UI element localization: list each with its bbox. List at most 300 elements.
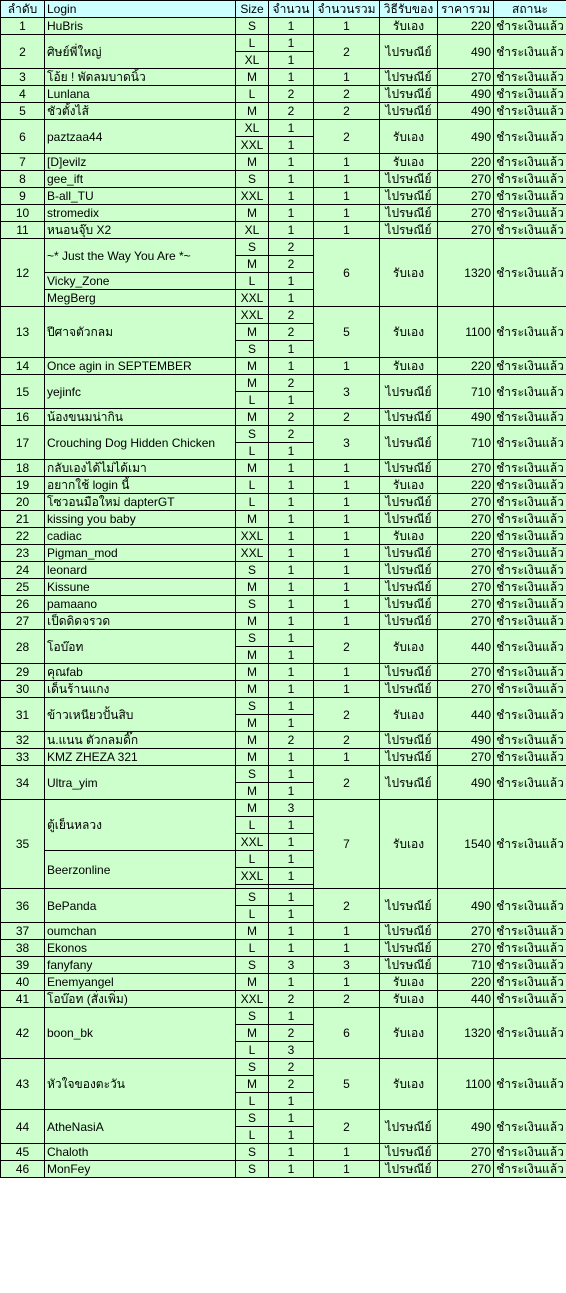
login-name: ข้าวเหนียวปั้นสิบ: [45, 698, 236, 732]
order-number: 9: [1, 188, 45, 205]
order-number: 33: [1, 749, 45, 766]
table-row: [1, 562, 566, 579]
size-cell: S: [236, 1161, 269, 1178]
price-total-cell: 490: [438, 409, 494, 426]
size-cell: S: [236, 562, 269, 579]
qty-cell: 1: [269, 630, 314, 647]
table-row: [1, 528, 566, 545]
size-cell: S: [236, 18, 269, 35]
price-total-cell: 270: [438, 940, 494, 957]
price-total-cell: 1320: [438, 239, 494, 307]
payment-status-cell: ชำระเงินแล้ว: [494, 974, 566, 991]
login-name: โอ้ย ! พัดลมบาดนิ้ว: [45, 69, 236, 86]
login-name: เด็นร้านแกง: [45, 681, 236, 698]
total-qty-cell: 5: [314, 307, 380, 358]
login-name: Ultra_yim: [45, 766, 236, 800]
price-total-cell: 490: [438, 889, 494, 923]
price-total-cell: 1100: [438, 307, 494, 358]
price-total-cell: 220: [438, 477, 494, 494]
order-number: 37: [1, 923, 45, 940]
payment-status-cell: ชำระเงินแล้ว: [494, 800, 566, 889]
payment-status-cell: ชำระเงินแล้ว: [494, 188, 566, 205]
delivery-method-cell: ไปรษณีย์: [380, 1144, 438, 1161]
table-row: [1, 477, 566, 494]
payment-status-cell: ชำระเงินแล้ว: [494, 528, 566, 545]
size-cell: M: [236, 1025, 269, 1042]
total-qty-cell: 1: [314, 171, 380, 188]
order-number: 38: [1, 940, 45, 957]
payment-status-cell: ชำระเงินแล้ว: [494, 579, 566, 596]
header-size: Size: [236, 1, 269, 18]
payment-status-cell: ชำระเงินแล้ว: [494, 889, 566, 923]
qty-cell: 3: [269, 800, 314, 817]
order-number: 13: [1, 307, 45, 358]
order-number: 45: [1, 1144, 45, 1161]
login-name: leonard: [45, 562, 236, 579]
table-row: [1, 1110, 566, 1127]
size-cell: XXL: [236, 991, 269, 1008]
size-cell: M: [236, 511, 269, 528]
order-number: 24: [1, 562, 45, 579]
price-total-cell: 440: [438, 991, 494, 1008]
size-cell: L: [236, 273, 269, 290]
size-cell: L: [236, 851, 269, 868]
price-total-cell: 490: [438, 103, 494, 120]
qty-cell: 1: [269, 834, 314, 851]
total-qty-cell: 1: [314, 923, 380, 940]
delivery-method-cell: ไปรษณีย์: [380, 1110, 438, 1144]
qty-cell: 1: [269, 613, 314, 630]
header-qty: จำนวน: [269, 1, 314, 18]
login-name: โซวอนมือใหม่ dapterGT: [45, 494, 236, 511]
size-cell: S: [236, 1144, 269, 1161]
price-total-cell: 220: [438, 154, 494, 171]
table-row: [1, 426, 566, 443]
price-total-cell: 270: [438, 171, 494, 188]
table-row: [1, 188, 566, 205]
size-cell: M: [236, 749, 269, 766]
payment-status-cell: ชำระเงินแล้ว: [494, 18, 566, 35]
qty-cell: 1: [269, 358, 314, 375]
qty-cell: 1: [269, 273, 314, 290]
delivery-method-cell: ไปรษณีย์: [380, 579, 438, 596]
qty-cell: 1: [269, 647, 314, 664]
login-name: stromedix: [45, 205, 236, 222]
price-total-cell: 270: [438, 613, 494, 630]
total-qty-cell: 2: [314, 889, 380, 923]
qty-cell: 1: [269, 443, 314, 460]
size-cell: M: [236, 732, 269, 749]
payment-status-cell: ชำระเงินแล้ว: [494, 239, 566, 307]
qty-cell: 1: [269, 1110, 314, 1127]
delivery-method-cell: รับเอง: [380, 239, 438, 307]
table-row: [1, 18, 566, 35]
login-name: Kissune: [45, 579, 236, 596]
delivery-method-cell: ไปรษณีย์: [380, 35, 438, 69]
total-qty-cell: 1: [314, 460, 380, 477]
total-qty-cell: 2: [314, 103, 380, 120]
login-name: Ekonos: [45, 940, 236, 957]
order-number: 8: [1, 171, 45, 188]
size-cell: XXL: [236, 290, 269, 307]
order-number: 18: [1, 460, 45, 477]
size-cell: S: [236, 171, 269, 188]
login-name: fanyfany: [45, 957, 236, 974]
delivery-method-cell: ไปรษณีย์: [380, 732, 438, 749]
price-total-cell: 270: [438, 188, 494, 205]
size-cell: M: [236, 664, 269, 681]
total-qty-cell: 2: [314, 732, 380, 749]
payment-status-cell: ชำระเงินแล้ว: [494, 69, 566, 86]
order-number: 42: [1, 1008, 45, 1059]
delivery-method-cell: ไปรษณีย์: [380, 171, 438, 188]
table-row: [1, 511, 566, 528]
total-qty-cell: 7: [314, 800, 380, 889]
payment-status-cell: ชำระเงินแล้ว: [494, 1110, 566, 1144]
total-qty-cell: 6: [314, 1008, 380, 1059]
qty-cell: 1: [269, 494, 314, 511]
qty-cell: 1: [269, 749, 314, 766]
size-cell: M: [236, 681, 269, 698]
order-number: 20: [1, 494, 45, 511]
qty-cell: 1: [269, 1093, 314, 1110]
header-method: วิธีรับของ: [380, 1, 438, 18]
total-qty-cell: 1: [314, 664, 380, 681]
total-qty-cell: 1: [314, 562, 380, 579]
table-row: [1, 239, 566, 256]
delivery-method-cell: รับเอง: [380, 18, 438, 35]
order-number: 28: [1, 630, 45, 664]
payment-status-cell: ชำระเงินแล้ว: [494, 511, 566, 528]
qty-cell: 1: [269, 341, 314, 358]
size-cell: M: [236, 409, 269, 426]
price-total-cell: 270: [438, 69, 494, 86]
price-total-cell: 270: [438, 749, 494, 766]
login-name: หนอนจุ๊บ X2: [45, 222, 236, 239]
size-cell: M: [236, 1076, 269, 1093]
delivery-method-cell: รับเอง: [380, 1008, 438, 1059]
payment-status-cell: ชำระเงินแล้ว: [494, 1059, 566, 1110]
payment-status-cell: ชำระเงินแล้ว: [494, 766, 566, 800]
qty-cell: 1: [269, 923, 314, 940]
size-cell: XXL: [236, 307, 269, 324]
delivery-method-cell: ไปรษณีย์: [380, 545, 438, 562]
payment-status-cell: ชำระเงินแล้ว: [494, 613, 566, 630]
payment-status-cell: ชำระเงินแล้ว: [494, 205, 566, 222]
table-row: [1, 749, 566, 766]
order-number: 44: [1, 1110, 45, 1144]
qty-cell: 2: [269, 732, 314, 749]
price-total-cell: 1540: [438, 800, 494, 889]
size-cell: XXL: [236, 834, 269, 851]
order-number: 32: [1, 732, 45, 749]
header-total-qty: จำนวนรวม: [314, 1, 380, 18]
login-name: MegBerg: [45, 290, 236, 307]
qty-cell: 2: [269, 991, 314, 1008]
price-total-cell: 220: [438, 974, 494, 991]
delivery-method-cell: รับเอง: [380, 974, 438, 991]
qty-cell: 3: [269, 957, 314, 974]
size-cell: XL: [236, 120, 269, 137]
orders-body: [1, 18, 566, 1178]
qty-cell: 1: [269, 171, 314, 188]
order-number: 12: [1, 239, 45, 307]
table-row: [1, 409, 566, 426]
price-total-cell: 270: [438, 681, 494, 698]
order-number: 10: [1, 205, 45, 222]
qty-cell: 1: [269, 545, 314, 562]
price-total-cell: 270: [438, 596, 494, 613]
table-row: [1, 698, 566, 715]
price-total-cell: 490: [438, 732, 494, 749]
total-qty-cell: 2: [314, 991, 380, 1008]
login-name: HuBris: [45, 18, 236, 35]
price-total-cell: 490: [438, 86, 494, 103]
total-qty-cell: 1: [314, 511, 380, 528]
delivery-method-cell: ไปรษณีย์: [380, 409, 438, 426]
login-name: หัวใจของตะวัน: [45, 1059, 236, 1110]
qty-cell: 1: [269, 664, 314, 681]
delivery-method-cell: ไปรษณีย์: [380, 889, 438, 923]
payment-status-cell: ชำระเงินแล้ว: [494, 596, 566, 613]
login-name: KMZ ZHEZA 321: [45, 749, 236, 766]
qty-cell: 1: [269, 579, 314, 596]
size-cell: S: [236, 698, 269, 715]
total-qty-cell: 3: [314, 957, 380, 974]
price-total-cell: 1320: [438, 1008, 494, 1059]
total-qty-cell: 2: [314, 698, 380, 732]
payment-status-cell: ชำระเงินแล้ว: [494, 681, 566, 698]
login-name: Once agin in SEPTEMBER: [45, 358, 236, 375]
size-cell: XXL: [236, 868, 269, 885]
size-cell: S: [236, 426, 269, 443]
size-cell: L: [236, 392, 269, 409]
delivery-method-cell: ไปรษณีย์: [380, 664, 438, 681]
qty-cell: 1: [269, 222, 314, 239]
size-cell: M: [236, 324, 269, 341]
delivery-method-cell: รับเอง: [380, 1059, 438, 1110]
payment-status-cell: ชำระเงินแล้ว: [494, 957, 566, 974]
size-cell: XXL: [236, 188, 269, 205]
login-name: ตู้เย็นหลวง: [45, 800, 236, 851]
table-row: [1, 957, 566, 974]
qty-cell: 1: [269, 205, 314, 222]
payment-status-cell: ชำระเงินแล้ว: [494, 86, 566, 103]
price-total-cell: 270: [438, 664, 494, 681]
total-qty-cell: 2: [314, 766, 380, 800]
table-row: [1, 766, 566, 783]
table-row: [1, 86, 566, 103]
login-name: กลับเองได้ไม่ได้เมา: [45, 460, 236, 477]
order-number: 30: [1, 681, 45, 698]
order-number: 29: [1, 664, 45, 681]
size-cell: M: [236, 923, 269, 940]
payment-status-cell: ชำระเงินแล้ว: [494, 545, 566, 562]
total-qty-cell: 6: [314, 239, 380, 307]
payment-status-cell: ชำระเงินแล้ว: [494, 103, 566, 120]
size-cell: M: [236, 647, 269, 664]
header-price: ราคารวม: [438, 1, 494, 18]
size-cell: XL: [236, 222, 269, 239]
size-cell: S: [236, 1008, 269, 1025]
qty-cell: 2: [269, 307, 314, 324]
login-name: Chaloth: [45, 1144, 236, 1161]
table-row: [1, 889, 566, 906]
qty-cell: 1: [269, 392, 314, 409]
delivery-method-cell: รับเอง: [380, 630, 438, 664]
total-qty-cell: 1: [314, 188, 380, 205]
order-number: 39: [1, 957, 45, 974]
payment-status-cell: ชำระเงินแล้ว: [494, 749, 566, 766]
size-cell: L: [236, 1042, 269, 1059]
total-qty-cell: 2: [314, 35, 380, 69]
size-cell: L: [236, 1093, 269, 1110]
login-name: gee_ift: [45, 171, 236, 188]
size-cell: XXL: [236, 528, 269, 545]
qty-cell: 1: [269, 681, 314, 698]
price-total-cell: 270: [438, 460, 494, 477]
login-name: Crouching Dog Hidden Chicken: [45, 426, 236, 460]
delivery-method-cell: ไปรษณีย์: [380, 562, 438, 579]
total-qty-cell: 1: [314, 1161, 380, 1178]
price-total-cell: 270: [438, 222, 494, 239]
size-cell: L: [236, 906, 269, 923]
qty-cell: 1: [269, 889, 314, 906]
table-row: [1, 222, 566, 239]
table-row: [1, 732, 566, 749]
payment-status-cell: ชำระเงินแล้ว: [494, 426, 566, 460]
table-row: [1, 307, 566, 324]
size-cell: S: [236, 889, 269, 906]
size-cell: M: [236, 154, 269, 171]
order-number: 16: [1, 409, 45, 426]
price-total-cell: 270: [438, 923, 494, 940]
delivery-method-cell: รับเอง: [380, 120, 438, 154]
delivery-method-cell: รับเอง: [380, 154, 438, 171]
price-total-cell: 1100: [438, 1059, 494, 1110]
order-number: 43: [1, 1059, 45, 1110]
size-cell: M: [236, 579, 269, 596]
size-cell: S: [236, 630, 269, 647]
order-number: 5: [1, 103, 45, 120]
login-name: AtheNasiA: [45, 1110, 236, 1144]
size-cell: M: [236, 460, 269, 477]
table-row: [1, 1008, 566, 1025]
order-number: 25: [1, 579, 45, 596]
login-name: kissing you baby: [45, 511, 236, 528]
total-qty-cell: 1: [314, 749, 380, 766]
login-name: Vicky_Zone: [45, 273, 236, 290]
price-total-cell: 220: [438, 528, 494, 545]
table-row: [1, 940, 566, 957]
order-number: 21: [1, 511, 45, 528]
total-qty-cell: 1: [314, 974, 380, 991]
login-name: B-all_TU: [45, 188, 236, 205]
delivery-method-cell: ไปรษณีย์: [380, 681, 438, 698]
size-cell: M: [236, 103, 269, 120]
login-name: [D]evilz: [45, 154, 236, 171]
qty-cell: 1: [269, 596, 314, 613]
size-cell: L: [236, 1127, 269, 1144]
delivery-method-cell: ไปรษณีย์: [380, 205, 438, 222]
delivery-method-cell: ไปรษณีย์: [380, 375, 438, 409]
size-cell: M: [236, 205, 269, 222]
table-row: [1, 358, 566, 375]
payment-status-cell: ชำระเงินแล้ว: [494, 494, 566, 511]
qty-cell: 1: [269, 783, 314, 800]
payment-status-cell: ชำระเงินแล้ว: [494, 120, 566, 154]
login-name: ชัวตั้งไส้: [45, 103, 236, 120]
table-row: [1, 154, 566, 171]
order-number: 14: [1, 358, 45, 375]
qty-cell: 2: [269, 1059, 314, 1076]
price-total-cell: 220: [438, 358, 494, 375]
order-number: 22: [1, 528, 45, 545]
qty-cell: 1: [269, 1127, 314, 1144]
price-total-cell: 440: [438, 698, 494, 732]
payment-status-cell: ชำระเงินแล้ว: [494, 460, 566, 477]
order-number: 17: [1, 426, 45, 460]
price-total-cell: 270: [438, 545, 494, 562]
total-qty-cell: 1: [314, 579, 380, 596]
total-qty-cell: 1: [314, 596, 380, 613]
payment-status-cell: ชำระเงินแล้ว: [494, 664, 566, 681]
qty-cell: 1: [269, 715, 314, 732]
qty-cell: 1: [269, 766, 314, 783]
qty-cell: 2: [269, 86, 314, 103]
table-row: [1, 35, 566, 52]
order-number: 27: [1, 613, 45, 630]
delivery-method-cell: ไปรษณีย์: [380, 188, 438, 205]
price-total-cell: 490: [438, 35, 494, 69]
qty-cell: 1: [269, 974, 314, 991]
order-number: 41: [1, 991, 45, 1008]
login-name: MonFey: [45, 1161, 236, 1178]
table-row: [1, 375, 566, 392]
delivery-method-cell: ไปรษณีย์: [380, 749, 438, 766]
size-cell: S: [236, 1059, 269, 1076]
delivery-method-cell: รับเอง: [380, 698, 438, 732]
payment-status-cell: ชำระเงินแล้ว: [494, 1008, 566, 1059]
header-status: สถานะ: [494, 1, 566, 18]
total-qty-cell: 1: [314, 477, 380, 494]
qty-cell: 2: [269, 409, 314, 426]
delivery-method-cell: ไปรษณีย์: [380, 613, 438, 630]
total-qty-cell: 2: [314, 409, 380, 426]
size-cell: S: [236, 239, 269, 256]
price-total-cell: 270: [438, 205, 494, 222]
qty-cell: 1: [269, 290, 314, 307]
total-qty-cell: 3: [314, 375, 380, 409]
price-total-cell: 270: [438, 1161, 494, 1178]
size-cell: S: [236, 957, 269, 974]
table-row: [1, 923, 566, 940]
qty-cell: 1: [269, 1008, 314, 1025]
order-number: 26: [1, 596, 45, 613]
qty-cell: 1: [269, 1161, 314, 1178]
qty-cell: 1: [269, 477, 314, 494]
total-qty-cell: 2: [314, 630, 380, 664]
table-row: [1, 800, 566, 817]
table-row: [1, 991, 566, 1008]
login-name: oumchan: [45, 923, 236, 940]
total-qty-cell: 1: [314, 205, 380, 222]
qty-cell: 1: [269, 1144, 314, 1161]
total-qty-cell: 3: [314, 426, 380, 460]
qty-cell: 1: [269, 817, 314, 834]
payment-status-cell: ชำระเงินแล้ว: [494, 1161, 566, 1178]
delivery-method-cell: รับเอง: [380, 528, 438, 545]
